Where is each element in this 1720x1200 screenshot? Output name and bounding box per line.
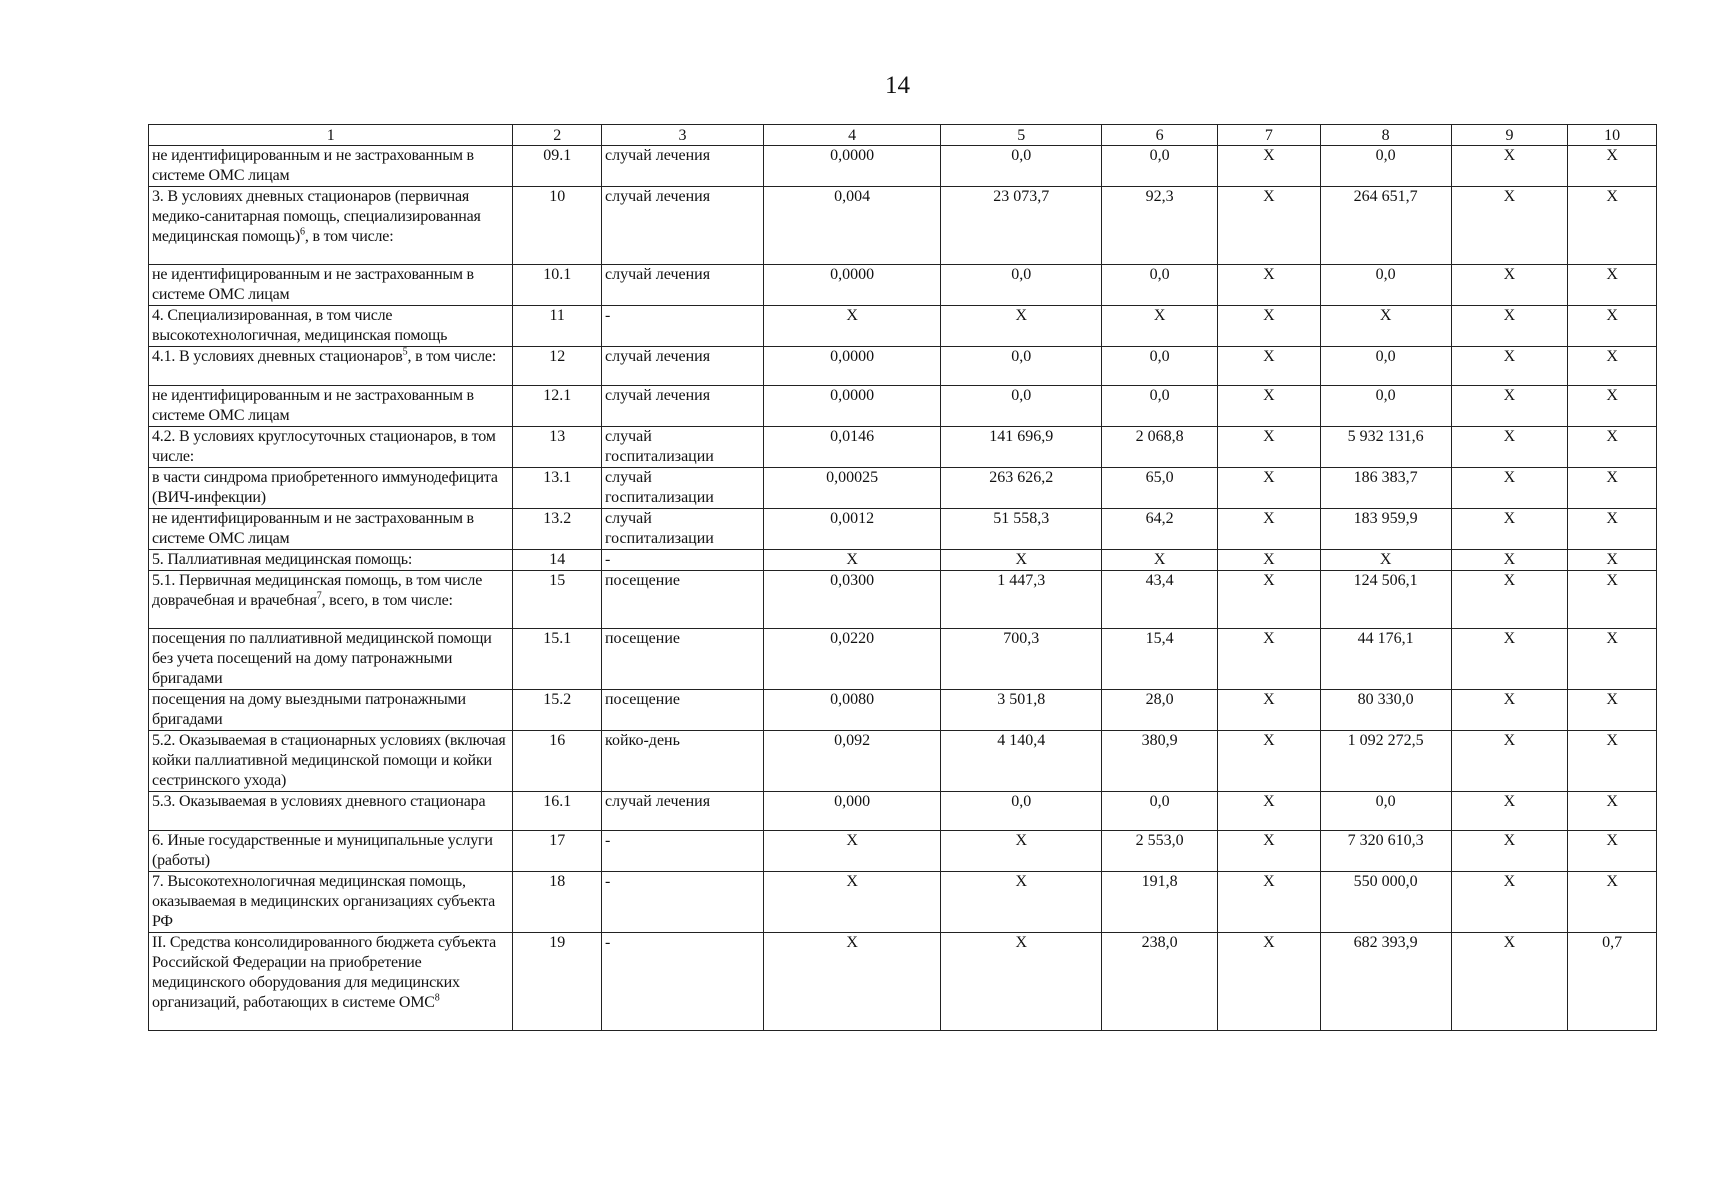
table-row (149, 933, 1657, 1031)
footnote-mark: 7 (316, 590, 322, 602)
cell-col-5: 51 558,3 (941, 509, 1102, 550)
cell-col-6: 65,0 (1102, 468, 1218, 509)
footnote-mark: 5 (402, 346, 408, 358)
cell-col-9: X (1451, 509, 1568, 550)
description-text: не идентифицированным и не застрахованным в системе ОМС лицам (152, 387, 474, 424)
description-text: 5.1. Первичная медицинская помощь, в том числе доврачебная и врачебная (152, 572, 483, 609)
row-code: 13 (513, 427, 602, 468)
cell-col-7: X (1218, 347, 1321, 386)
cell-col-10: X (1568, 427, 1657, 468)
table-row (149, 187, 1657, 265)
row-description (149, 831, 513, 872)
description-text: посещения на дому выездными патронажными бригадами (152, 691, 466, 728)
cell-col-10: X (1568, 629, 1657, 690)
table-row (149, 265, 1657, 306)
cell-col-7: X (1218, 427, 1321, 468)
cell-col-7: X (1218, 550, 1321, 571)
cell-col-7: X (1218, 265, 1321, 306)
table-row (149, 872, 1657, 933)
table-row (149, 509, 1657, 550)
cell-col-9: X (1451, 146, 1568, 187)
row-code: 11 (513, 306, 602, 347)
cell-col-7: X (1218, 386, 1321, 427)
description-tail: , в том числе: (304, 228, 394, 245)
table-row (149, 792, 1657, 831)
row-unit: случай госпитализации (601, 427, 763, 468)
cell-col-5: X (941, 550, 1102, 571)
row-description (149, 265, 513, 306)
row-description (149, 571, 513, 629)
column-header-10: 10 (1568, 125, 1657, 146)
row-description (149, 187, 513, 265)
row-code: 14 (513, 550, 602, 571)
cell-col-4: 0,0220 (764, 629, 941, 690)
cell-col-9: X (1451, 306, 1568, 347)
cell-col-6: 92,3 (1102, 187, 1218, 265)
row-code: 10.1 (513, 265, 602, 306)
row-unit: случай лечения (601, 792, 763, 831)
cell-col-4: 0,092 (764, 731, 941, 792)
cell-col-6: 0,0 (1102, 792, 1218, 831)
cell-col-10: X (1568, 792, 1657, 831)
cell-col-9: X (1451, 792, 1568, 831)
cell-col-9: X (1451, 550, 1568, 571)
cell-col-8: 5 932 131,6 (1320, 427, 1451, 468)
cell-col-6: 0,0 (1102, 386, 1218, 427)
column-header-1: 1 (149, 125, 513, 146)
table-row (149, 306, 1657, 347)
cell-col-10: X (1568, 306, 1657, 347)
cell-col-8: 124 506,1 (1320, 571, 1451, 629)
cell-col-10: X (1568, 386, 1657, 427)
description-text: 4.1. В условиях дневных стационаров (152, 348, 403, 365)
row-code: 16.1 (513, 792, 602, 831)
row-description (149, 731, 513, 792)
cell-col-9: X (1451, 265, 1568, 306)
cell-col-7: X (1218, 731, 1321, 792)
cell-col-10: X (1568, 571, 1657, 629)
row-code: 17 (513, 831, 602, 872)
cell-col-10: X (1568, 468, 1657, 509)
row-code: 19 (513, 933, 602, 1031)
row-code: 10 (513, 187, 602, 265)
footnote-mark: 6 (300, 226, 305, 238)
cell-col-8: 264 651,7 (1320, 187, 1451, 265)
cell-col-6: 0,0 (1102, 265, 1218, 306)
row-unit: - (601, 933, 763, 1031)
row-description (149, 872, 513, 933)
cell-col-7: X (1218, 468, 1321, 509)
row-description (149, 629, 513, 690)
description-text: 4.2. В условиях круглосуточных стационаров, в том числе: (152, 428, 496, 465)
table-header-row (149, 125, 1657, 146)
table-row (149, 146, 1657, 187)
row-description (149, 933, 513, 1031)
description-text: 5.2. Оказываемая в стационарных условиях (включая койки паллиативной медицинской помощи и койки сестринского ухода) (152, 732, 506, 789)
description-text: 7. Высокотехнологичная медицинская помощь, оказываемая в медицинских организациях субъекта РФ (152, 873, 496, 930)
cell-col-4: 0,0300 (764, 571, 941, 629)
cell-col-10: X (1568, 550, 1657, 571)
description-tail: , в том числе: (407, 348, 497, 365)
row-unit: случай госпитализации (601, 509, 763, 550)
column-header-5: 5 (941, 125, 1102, 146)
cell-col-6: 2 553,0 (1102, 831, 1218, 872)
cell-col-10: X (1568, 731, 1657, 792)
cell-col-9: X (1451, 872, 1568, 933)
cell-col-7: X (1218, 690, 1321, 731)
cell-col-6: 0,0 (1102, 146, 1218, 187)
row-code: 09.1 (513, 146, 602, 187)
row-code: 15.1 (513, 629, 602, 690)
row-description (149, 306, 513, 347)
cell-col-4: 0,0000 (764, 265, 941, 306)
cell-col-8: 80 330,0 (1320, 690, 1451, 731)
table-row (149, 571, 1657, 629)
table-row (149, 690, 1657, 731)
description-text: 4. Специализированная, в том числе высокотехнологичная, медицинская помощь (152, 307, 448, 344)
cell-col-4: X (764, 306, 941, 347)
row-unit: - (601, 550, 763, 571)
table-row (149, 550, 1657, 571)
cell-col-6: 28,0 (1102, 690, 1218, 731)
cell-col-8: 0,0 (1320, 265, 1451, 306)
cell-col-7: X (1218, 933, 1321, 1031)
cell-col-6: 15,4 (1102, 629, 1218, 690)
row-unit: - (601, 872, 763, 933)
cell-col-9: X (1451, 468, 1568, 509)
cell-col-4: 0,004 (764, 187, 941, 265)
cell-col-5: 263 626,2 (941, 468, 1102, 509)
row-code: 18 (513, 872, 602, 933)
cell-col-5: 0,0 (941, 265, 1102, 306)
description-text: не идентифицированным и не застрахованным в системе ОМС лицам (152, 266, 474, 303)
cell-col-7: X (1218, 306, 1321, 347)
cell-col-8: X (1320, 306, 1451, 347)
row-unit: посещение (601, 629, 763, 690)
row-description (149, 386, 513, 427)
row-unit: случай лечения (601, 347, 763, 386)
cell-col-10: X (1568, 187, 1657, 265)
cell-col-5: 0,0 (941, 347, 1102, 386)
cell-col-7: X (1218, 571, 1321, 629)
cell-col-4: 0,0000 (764, 386, 941, 427)
cell-col-8: X (1320, 550, 1451, 571)
row-unit: койко-день (601, 731, 763, 792)
row-unit: - (601, 831, 763, 872)
cell-col-8: 0,0 (1320, 386, 1451, 427)
cell-col-5: X (941, 872, 1102, 933)
row-unit: случай госпитализации (601, 468, 763, 509)
table-row (149, 629, 1657, 690)
cell-col-8: 682 393,9 (1320, 933, 1451, 1031)
cell-col-4: 0,0000 (764, 146, 941, 187)
row-code: 15 (513, 571, 602, 629)
cell-col-8: 183 959,9 (1320, 509, 1451, 550)
cell-col-4: 0,0080 (764, 690, 941, 731)
description-tail: , всего, в том числе: (321, 592, 453, 609)
table-row (149, 386, 1657, 427)
cell-col-4: 0,00025 (764, 468, 941, 509)
cell-col-5: X (941, 306, 1102, 347)
cell-col-5: 700,3 (941, 629, 1102, 690)
row-unit: посещение (601, 690, 763, 731)
cell-col-7: X (1218, 146, 1321, 187)
cell-col-5: X (941, 831, 1102, 872)
cell-col-6: 43,4 (1102, 571, 1218, 629)
description-text: 5.3. Оказываемая в условиях дневного стационара (152, 793, 486, 810)
cell-col-9: X (1451, 427, 1568, 468)
cell-col-9: X (1451, 347, 1568, 386)
table-row (149, 347, 1657, 386)
cell-col-4: X (764, 550, 941, 571)
row-unit: случай лечения (601, 146, 763, 187)
description-text: не идентифицированным и не застрахованным в системе ОМС лицам (152, 147, 474, 184)
cell-col-10: X (1568, 146, 1657, 187)
row-description (149, 347, 513, 386)
column-header-8: 8 (1320, 125, 1451, 146)
cell-col-4: X (764, 933, 941, 1031)
row-code: 12.1 (513, 386, 602, 427)
cell-col-8: 186 383,7 (1320, 468, 1451, 509)
cell-col-8: 0,0 (1320, 792, 1451, 831)
cell-col-5: 23 073,7 (941, 187, 1102, 265)
column-header-6: 6 (1102, 125, 1218, 146)
cell-col-5: 0,0 (941, 792, 1102, 831)
row-unit: случай лечения (601, 265, 763, 306)
cell-col-8: 7 320 610,3 (1320, 831, 1451, 872)
cell-col-4: X (764, 872, 941, 933)
cell-col-6: 2 068,8 (1102, 427, 1218, 468)
cell-col-6: 191,8 (1102, 872, 1218, 933)
row-description (149, 792, 513, 831)
description-text: не идентифицированным и не застрахованным в системе ОМС лицам (152, 510, 474, 547)
cell-col-9: X (1451, 933, 1568, 1031)
row-unit: посещение (601, 571, 763, 629)
cell-col-8: 44 176,1 (1320, 629, 1451, 690)
cell-col-9: X (1451, 731, 1568, 792)
column-header-7: 7 (1218, 125, 1321, 146)
description-text: посещения по паллиативной медицинской помощи без учета посещений на дому патронажными бригадами (152, 630, 492, 687)
cell-col-6: 64,2 (1102, 509, 1218, 550)
cell-col-10: X (1568, 872, 1657, 933)
cell-col-9: X (1451, 187, 1568, 265)
cell-col-10: X (1568, 265, 1657, 306)
cell-col-5: 3 501,8 (941, 690, 1102, 731)
budget-table (148, 124, 1657, 1031)
row-description (149, 427, 513, 468)
cell-col-4: 0,000 (764, 792, 941, 831)
cell-col-8: 1 092 272,5 (1320, 731, 1451, 792)
description-text: 6. Иные государственные и муниципальные услуги (работы) (152, 832, 493, 869)
cell-col-7: X (1218, 187, 1321, 265)
row-description (149, 146, 513, 187)
cell-col-8: 0,0 (1320, 146, 1451, 187)
table-row (149, 427, 1657, 468)
cell-col-6: X (1102, 550, 1218, 571)
cell-col-6: 380,9 (1102, 731, 1218, 792)
cell-col-9: X (1451, 831, 1568, 872)
cell-col-9: X (1451, 690, 1568, 731)
row-code: 15.2 (513, 690, 602, 731)
column-header-2: 2 (513, 125, 602, 146)
table-row (149, 831, 1657, 872)
cell-col-10: X (1568, 347, 1657, 386)
row-description (149, 550, 513, 571)
column-header-9: 9 (1451, 125, 1568, 146)
cell-col-7: X (1218, 831, 1321, 872)
table-row (149, 468, 1657, 509)
cell-col-6: X (1102, 306, 1218, 347)
cell-col-10: X (1568, 690, 1657, 731)
cell-col-5: 1 447,3 (941, 571, 1102, 629)
cell-col-5: 141 696,9 (941, 427, 1102, 468)
cell-col-6: 0,0 (1102, 347, 1218, 386)
cell-col-7: X (1218, 509, 1321, 550)
row-description (149, 468, 513, 509)
cell-col-4: X (764, 831, 941, 872)
cell-col-7: X (1218, 872, 1321, 933)
row-code: 13.2 (513, 509, 602, 550)
row-unit: - (601, 306, 763, 347)
row-description (149, 690, 513, 731)
row-unit: случай лечения (601, 386, 763, 427)
column-header-3: 3 (601, 125, 763, 146)
page-number: 14 (885, 72, 910, 99)
description-text: 5. Паллиативная медицинская помощь: (152, 551, 413, 568)
row-code: 13.1 (513, 468, 602, 509)
cell-col-8: 0,0 (1320, 347, 1451, 386)
cell-col-10: X (1568, 831, 1657, 872)
cell-col-4: 0,0000 (764, 347, 941, 386)
footnote-mark: 8 (434, 992, 440, 1004)
column-header-4: 4 (764, 125, 941, 146)
row-description (149, 509, 513, 550)
cell-col-8: 550 000,0 (1320, 872, 1451, 933)
cell-col-10: X (1568, 509, 1657, 550)
cell-col-4: 0,0146 (764, 427, 941, 468)
description-text: II. Средства консолидированного бюджета субъекта Российской Федерации на приобретение медицинского оборудования для медицинских организаций, работающих в системе ОМС (152, 934, 497, 1011)
cell-col-6: 238,0 (1102, 933, 1218, 1031)
cell-col-9: X (1451, 386, 1568, 427)
cell-col-10: 0,7 (1568, 933, 1657, 1031)
table-row (149, 731, 1657, 792)
cell-col-5: 0,0 (941, 386, 1102, 427)
description-text: в части синдрома приобретенного иммунодефицита (ВИЧ-инфекции) (152, 469, 498, 506)
cell-col-7: X (1218, 792, 1321, 831)
cell-col-9: X (1451, 571, 1568, 629)
cell-col-5: 4 140,4 (941, 731, 1102, 792)
description-text: 3. В условиях дневных стационаров (первичная медико-санитарная помощь, специализированная медицинская помощь) (152, 188, 481, 245)
cell-col-5: 0,0 (941, 146, 1102, 187)
row-code: 16 (513, 731, 602, 792)
cell-col-9: X (1451, 629, 1568, 690)
cell-col-5: X (941, 933, 1102, 1031)
cell-col-4: 0,0012 (764, 509, 941, 550)
cell-col-7: X (1218, 629, 1321, 690)
row-unit: случай лечения (601, 187, 763, 265)
row-code: 12 (513, 347, 602, 386)
